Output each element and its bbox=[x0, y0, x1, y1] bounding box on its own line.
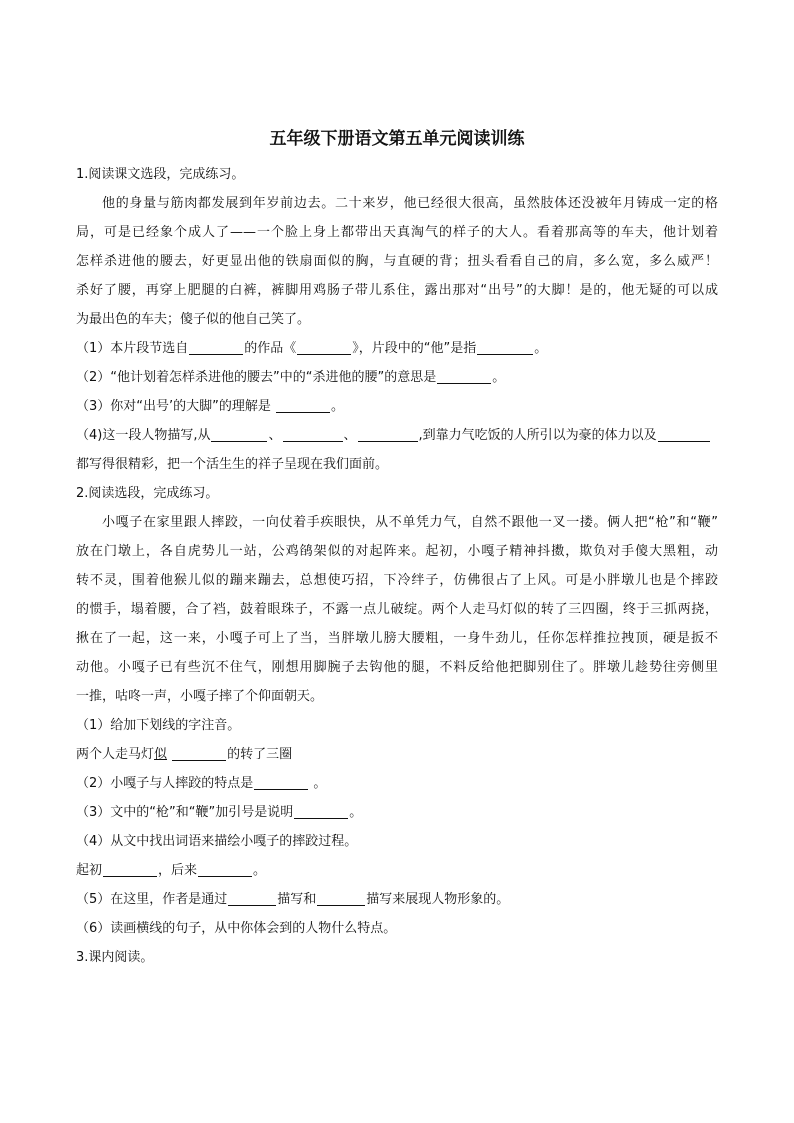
answer-blank[interactable] bbox=[658, 426, 710, 442]
answer-blank[interactable] bbox=[189, 339, 243, 355]
q1-passage-line: 怎样杀进他的腰去，好更显出他的铁扇面似的胸，与直硬的背；扭头看看自己的肩，多么宽，多么威严！ bbox=[76, 254, 718, 269]
answer-blank[interactable] bbox=[198, 861, 252, 877]
q1-passage-line: 局，可是已经象个成人了——一个脸上身上都带出天真淘气的样子的大人。看着那高等的车夫，他计划着 bbox=[76, 225, 718, 240]
answer-blank[interactable] bbox=[294, 803, 348, 819]
answer-blank[interactable] bbox=[276, 397, 330, 413]
q2-question-4: （4）从文中找出词语来描绘小嘎子的摔跤过程。 bbox=[76, 834, 358, 849]
q2-passage-line: 转不灵，围着他猴儿似的蹦来蹦去，总想使巧招，下冷绊子，仿佛很占了上风。可是小胖墩儿也是个摔跤 bbox=[76, 573, 718, 588]
worksheet-content bbox=[76, 160, 718, 972]
q2-question-4-line: 起初 ，后来 。 bbox=[76, 863, 267, 878]
q2-passage-line: 的惯手，塌着腰，合了裆，鼓着眼珠子，不露一点儿破绽。两个人走马灯似的转了三四圈，终于三抓两挠， bbox=[76, 602, 718, 617]
q2-question-5: （5）在这里，作者是通过 描写和 描写来展现人物形象的。 bbox=[76, 892, 510, 907]
answer-blank[interactable] bbox=[228, 890, 276, 906]
answer-blank[interactable] bbox=[297, 339, 351, 355]
q3-heading: 3.课内阅读。 bbox=[76, 950, 154, 965]
q2-passage-line: 揪在了一起，这一来，小嘎子可上了当，当胖墩儿膀大腰粗，一身牛劲儿，任你怎样推拉拽顶，硬是扳不 bbox=[76, 631, 718, 646]
answer-blank[interactable] bbox=[437, 368, 491, 384]
answer-blank[interactable] bbox=[172, 745, 226, 761]
q2-passage-line: 放在门墩上，各自虎势儿一站，公鸡鹐架似的对起阵来。起初，小嘎子精神抖擞，欺负对手傻大黑粗，动 bbox=[76, 544, 718, 559]
answer-blank[interactable] bbox=[358, 426, 418, 442]
answer-blank[interactable] bbox=[254, 774, 308, 790]
q2-heading: 2.阅读选段，完成练习。 bbox=[76, 486, 219, 501]
q2-passage-line: 动他。小嘎子已有些沉不住气，刚想用脚腕子去钩他的腿，不料反给他把脚别住了。胖墩儿趁势往旁侧里 bbox=[76, 660, 718, 675]
q1-passage-line: 他的身量与筋肉都发展到年岁前边去。二十来岁，他已经很大很高，虽然肢体还没被年月铸成一定的格 bbox=[102, 196, 718, 211]
q2-question-1: （1）给加下划线的字注音。 bbox=[76, 718, 241, 733]
q2-passage-line: 一推，咕咚一声，小嘎子摔了个仰面朝天。 bbox=[76, 689, 324, 704]
q2-passage-line: 小嘎子在家里跟人摔跤，一向仗着手疾眼快，从不单凭力气，自然不跟他一叉一搂。俩人把“枪”和“鞭” bbox=[102, 515, 718, 530]
q2-question-3: （3）文中的“枪”和“鞭”加引号是说明 。 bbox=[76, 805, 363, 820]
q1-question-3: （3）你对“出号’的大脚”的理解是 。 bbox=[76, 399, 345, 414]
underlined-char: 似 bbox=[154, 747, 168, 762]
q1-passage-line: 为最出色的车夫；傻子似的他自己笑了。 bbox=[76, 312, 311, 327]
q1-heading: 1.阅读课文选段，完成练习。 bbox=[76, 167, 245, 182]
answer-blank[interactable] bbox=[211, 426, 267, 442]
q1-question-4-cont: 都写得很精彩，把一个活生生的祥子呈现在我们面前。 bbox=[76, 457, 389, 472]
q1-passage-line: 杀好了腰，再穿上肥腿的白裤，裤脚用鸡肠子带儿系住，露出那对“出号”的大脚！是的，他无疑的可以成 bbox=[76, 283, 718, 298]
q1-question-2: （2）“他计划着怎样杀进他的腰去”中的“杀进他的腰”的意思是 。 bbox=[76, 370, 506, 385]
answer-blank[interactable] bbox=[103, 861, 157, 877]
page-title: 五年级下册语文第五单元阅读训练 bbox=[269, 129, 525, 149]
q1-question-1: （1）本片段节选自 的作品《 》，片段中的“他”是指 。 bbox=[76, 341, 548, 356]
q2-question-6: （6）读画横线的句子，从中你体会到的人物什么特点。 bbox=[76, 921, 397, 936]
answer-blank[interactable] bbox=[317, 890, 365, 906]
q2-question-2: （2）小嘎子与人摔跤的特点是 。 bbox=[76, 776, 327, 791]
q1-question-4: （4)这一段人物描写,从 、 、 ,到靠力气吃饭的人所引以为豪的体力以及 bbox=[76, 421, 718, 450]
q2-question-1-line: 两个人走马灯似 的转了三圈 bbox=[76, 747, 293, 762]
answer-blank[interactable] bbox=[477, 339, 533, 355]
answer-blank[interactable] bbox=[283, 426, 343, 442]
